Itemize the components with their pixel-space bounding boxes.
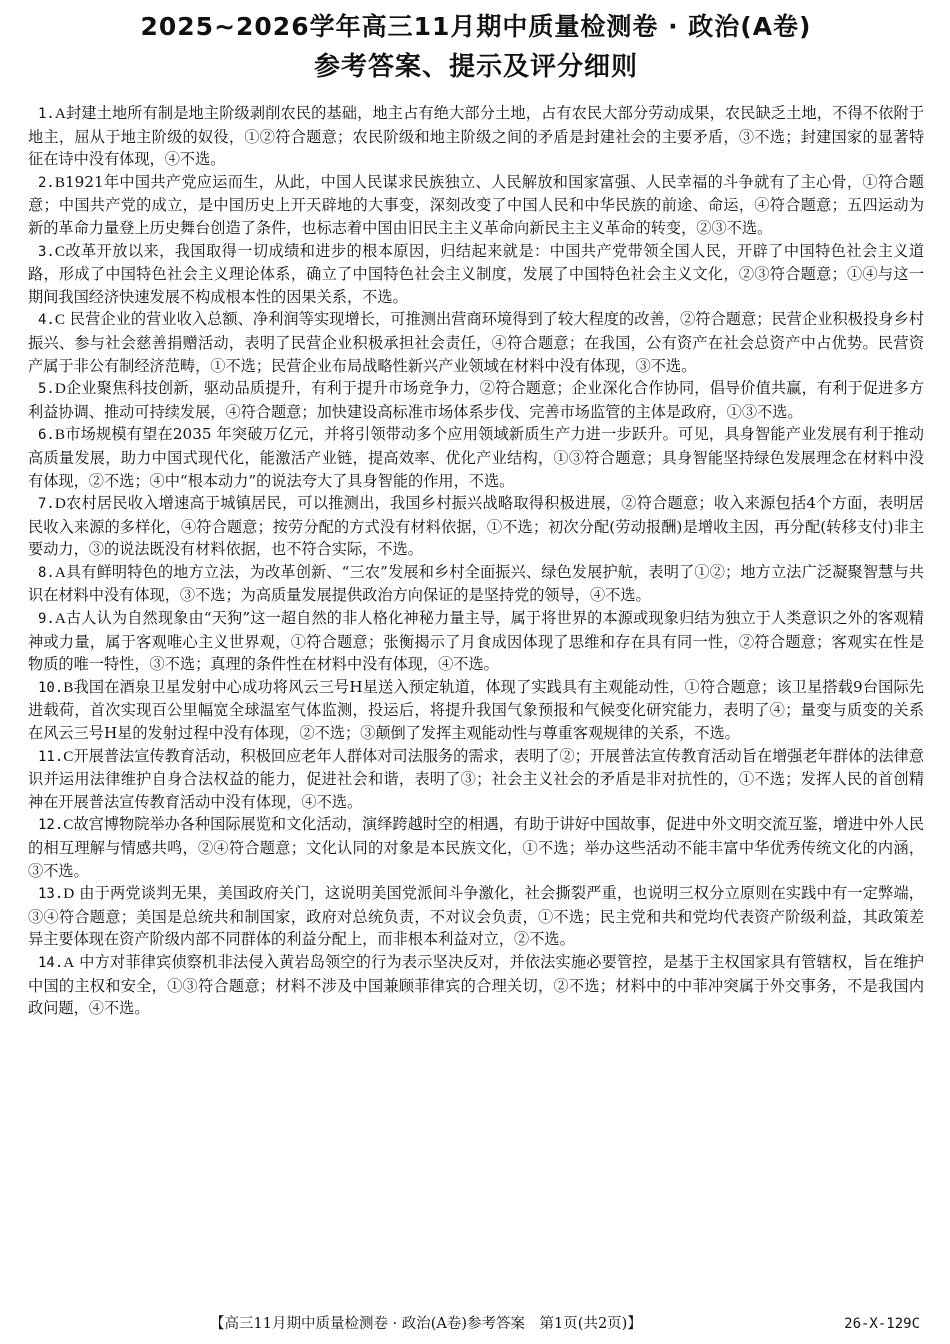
answer-explanation: 开展普法宣传教育活动，积极回应老年人群体对司法服务的需求，表明了②；开展普法宣传教育活动旨在增强老年群体的法律意识并运用法律维护自身合法权益的能力，促进社会和谐，表明了③；社会主义社会的矛盾是非对抗性的，①不选；发挥人民的首创精神在开展普法宣传教育活动中没有体现，④不选。 — [28, 746, 924, 811]
answer-item-10 — [28, 676, 924, 745]
answer-number: 11. — [38, 748, 64, 765]
answer-item-9 — [28, 607, 924, 676]
answer-explanation: 具有鲜明特色的地方立法，为改革创新、“三农”发展和乡村全面振兴、绿色发展护航，表明了①②；地方立法广泛凝聚智慧与共识在材料中没有体现，③不选；为高质量发展提供政治方向保证的是坚持党的领导，④不选。 — [28, 562, 924, 605]
answer-choice: C — [63, 747, 74, 765]
answer-item-4 — [28, 308, 924, 377]
document-subtitle: 参考答案、提示及评分细则 — [313, 52, 638, 82]
answer-number: 3. — [38, 243, 55, 260]
answer-choice: A — [54, 610, 66, 628]
answer-number: 4. — [38, 312, 55, 329]
answer-item-6 — [28, 423, 924, 492]
answer-explanation: 故宫博物院举办各种国际展览和文化活动，演绎跨越时空的相遇，有助于讲好中国故事，促进中外文明交流互鉴，增进中外人民的相互理解与情感共鸣，②④符合题意；文化认同的对象是本民族文化，①不选；举办这些活动不能丰富中华优秀传统文化的内涵，③不选。 — [28, 815, 924, 880]
answer-item-11 — [28, 745, 924, 814]
answer-choice: A — [63, 953, 75, 971]
answer-explanation: 中方对菲律宾侦察机非法侵入黄岩岛领空的行为表示坚决反对，并依法实施必要管控，是基于主权国家具有管辖权，旨在维护中国的主权和安全，①③符合题意；材料不涉及中国兼顾菲律宾的合理关切，②不选；材料中的中菲冲突属于外交事务，不是我国内政问题，④不选。 — [28, 952, 924, 1018]
answer-choice: D — [63, 885, 75, 903]
answer-item-7 — [28, 492, 924, 561]
document-title: 2025~2026学年高三11月期中质量检测卷 · 政治(A卷) — [140, 12, 812, 41]
answer-item-13 — [28, 882, 924, 951]
answer-number: 1. — [38, 106, 55, 122]
page-footer — [0, 1312, 950, 1336]
answer-choice: C — [54, 242, 65, 260]
answer-number: 13. — [38, 886, 64, 903]
answer-choice: B — [54, 426, 65, 444]
footer-document-code: 26-X-129C — [844, 1316, 920, 1332]
answer-choice: D — [54, 495, 66, 513]
answer-item-1 — [28, 102, 924, 171]
answer-number: 6. — [38, 427, 55, 444]
answer-number: 7. — [38, 496, 55, 513]
answer-explanation: 改革开放以来，我国取得一切成绩和进步的根本原因，归结起来就是：中国共产党带领全国人民，开辟了中国特色社会主义道路，形成了中国特色社会主义理论体系，确立了中国特色社会主义制度，发展了中国特色社会主义文化，②③符合题意；①④与这一期间我国经济快速发展不构成根本性的因果关系，不选。 — [28, 241, 924, 306]
answer-number: 9. — [38, 611, 55, 628]
answer-explanation: 古人认为自然现象由“天狗”这一超自然的非人格化神秘力量主导，属于将世界的本源或现象归结为独立于人类意识之外的客观精神或力量，属于客观唯心主义世界观，①符合题意；张衡揭示了月食成因体现了思维和存在具有同一性，②符合题意；客观实在性是物质的唯一特性，③不选；真理的条件性在材料中没有体现，④不选。 — [28, 609, 924, 674]
footer-page-info: 【高三11月期中质量检测卷 · 政治(A卷)参考答案 第1页(共2页)】 — [210, 1316, 642, 1332]
answer-choice: B — [54, 173, 65, 191]
answer-number: 2. — [38, 174, 55, 191]
answer-number: 8. — [38, 564, 55, 581]
answer-choice: C — [54, 311, 65, 329]
answer-explanation: 1921年中国共产党应运而生，从此，中国人民谋求民族独立、人民解放和国家富强、人民幸福的斗争就有了主心骨，①符合题意；中国共产党的成立，是中国历史上开天辟地的大事变，深刻改变了中国人民和中华民族的前途、命运，④符合题意；五四运动为新的革命力量登上历史舞台创造了条件，也标志着中国由旧民主主义革命向新民主主义革命的转变，②③不选。 — [28, 172, 924, 237]
answer-explanation: 民营企业的营业收入总额、净利润等实现增长，可推测出营商环境得到了较大程度的改善，②符合题意；民营企业积极投身乡村振兴、参与社会慈善捐赠活动，表明了民营企业积极承担社会责任，④符合题意；在我国，公有资产在社会总资产中占优势。民营资产属于非公有制经济范畴，①不选；民营企业布局战略性新兴产业领域在材料中没有体现，③不选。 — [28, 310, 924, 375]
answer-number: 10. — [38, 679, 64, 696]
answer-item-3 — [28, 240, 924, 309]
answer-explanation: 由于两党谈判无果，美国政府关门，这说明美国党派间斗争激化，社会撕裂严重，也说明三权分立原则在实践中有一定弊端，③④符合题意；美国是总统共和制国家，政府对总统负责，不对议会负责，①不选；民主党和共和党均代表资产阶级利益，其政策差异主要体现在资产阶级内部不同群体的利益分配上，而非根本利益对立，②不选。 — [28, 884, 924, 949]
answer-explanation: 封建土地所有制是地主阶级剥削农民的基础，地主占有绝大部分土地，占有农民大部分劳动成果，农民缺乏土地，不得不依附于地主，屈从于地主阶级的奴役，①②符合题意；农民阶级和地主阶级之间的矛盾是封建社会的主要矛盾，③不选；封建国家的显著特征在诗中没有体现，④不选。 — [28, 104, 924, 169]
answer-explanation: 农村居民收入增速高于城镇居民，可以推测出，我国乡村振兴战略取得积极进展，②符合题意；收入来源包括4个方面，表明居民收入来源的多样化，④符合题意；按劳分配的方式没有材料依据，①不选；初次分配(劳动报酬)是增收主因，再分配(转移支付)非主要动力，③的说法既没有材料依据，也不符合实际，不选。 — [28, 494, 924, 559]
answer-explanation: 企业聚焦科技创新，驱动品质提升，有利于提升市场竞争力，②符合题意；企业深化合作协同，倡导价值共赢，有利于促进多方利益协调、推动可持续发展，④符合题意；加快建设高标准市场体系步伐、完善市场监管的主体是政府，①③不选。 — [28, 379, 924, 421]
answer-item-12 — [28, 813, 924, 882]
answer-item-5 — [28, 377, 924, 423]
answer-explanation: 市场规模有望在2035 年突破万亿元，并将引领带动多个应用领域新质生产力进一步跃升。可见，具身智能产业发展有利于推动高质量发展，助力中国式现代化，能激活产业链，提高效率、优化产业结构，①③符合题意；具身智能坚持绿色发展理念在材料中没有体现，②不选；④中“根本动力”的说法夸大了具身智能的作用，不选。 — [28, 425, 924, 490]
answer-item-14 — [28, 951, 924, 1020]
answer-choice: A — [54, 563, 66, 581]
answer-list — [28, 102, 924, 1020]
answer-number: 5. — [38, 381, 55, 398]
answer-number: 14. — [38, 954, 64, 971]
answer-choice: C — [63, 816, 74, 834]
answer-number: 12. — [38, 817, 64, 834]
answer-item-8 — [28, 561, 924, 607]
answer-item-2 — [28, 171, 924, 240]
answer-choice: A — [54, 105, 66, 122]
answer-explanation: 我国在酒泉卫星发射中心成功将风云三号H星送入预定轨道，体现了实践具有主观能动性，①符合题意；该卫星搭载9台国际先进载荷，首次实现百公里幅宽全球温室气体监测，投运后，将提升我国气象预报和气候变化研究能力，表明了④；量变与质变的关系在风云三号H星的发射过程中没有体现，②不选；③颠倒了发挥主观能动性与尊重客观规律的关系，不选。 — [28, 677, 924, 743]
answer-choice: B — [63, 678, 74, 696]
answer-choice: D — [54, 380, 66, 398]
